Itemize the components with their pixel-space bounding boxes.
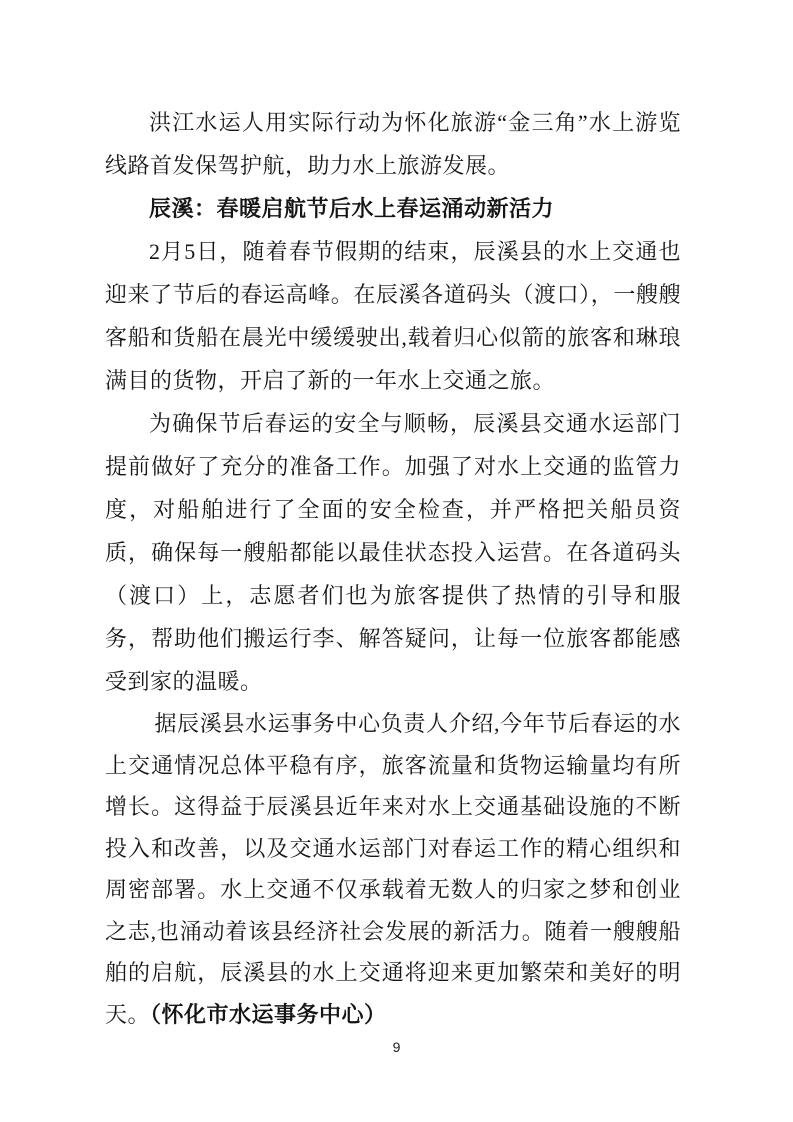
paragraph-summary bbox=[105, 703, 681, 1035]
paragraph-summary-text: 据辰溪县水运事务中心负责人介绍,今年节后春运的水上交通情况总体平稳有序，旅客流量和货物运输量均有所增长。这得益于辰溪县近年来对水上交通基础设施的不断投入和改善，以及交通水运部门对春运工作的精心组织和周密部署。水上交通不仅承载着无数人的归家之梦和创业之志,也涌动着该县经济社会发展的新活力。随着一艘艘船舶的启航，辰溪县的水上交通将迎来更加繁荣和美好的明天。 bbox=[105, 711, 681, 1027]
paragraph-spring-peak: 2月5日，随着春节假期的结束，辰溪县的水上交通也迎来了节后的春运高峰。在辰溪各道码头（渡口），一艘艘客船和货船在晨光中缓缓驶出,载着归心似箭的旅客和琳琅满目的货物，开启了新的一年水上交通之旅。 bbox=[105, 239, 681, 393]
paragraph-safety: 为确保节后春运的安全与顺畅，辰溪县交通水运部门提前做好了充分的准备工作。加强了对水上交通的监管力度，对船舶进行了全面的安全检查，并严格把关船员资质，确保每一艘船都能以最佳状态投入运营。在各道码头（渡口）上，志愿者们也为旅客提供了热情的引导和服务，帮助他们搬运行李、解答疑问，让每一位旅客都能感受到家的温暖。 bbox=[105, 411, 681, 694]
section-heading: 辰溪：春暖启航节后水上春运涌动新活力 bbox=[149, 196, 555, 221]
paragraph-intro: 洪江水运人用实际行动为怀化旅游“金三角”水上游览线路首发保驾护航，助力水上旅游发展。 bbox=[105, 110, 681, 178]
page-number: 9 bbox=[392, 1039, 401, 1055]
document-content bbox=[105, 101, 681, 1035]
paragraph-summary-source: （怀化市水运事务中心） bbox=[150, 1001, 387, 1027]
